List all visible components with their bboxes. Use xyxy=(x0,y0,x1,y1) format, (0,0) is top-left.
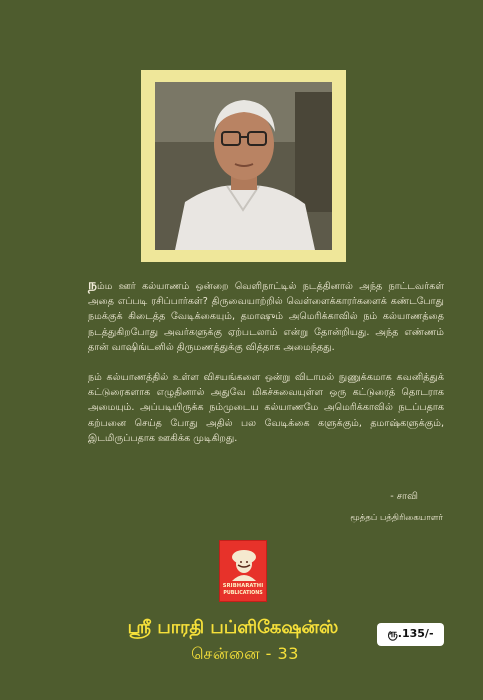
blurb xyxy=(88,278,444,446)
logo-line-1: SRIBHARATHI xyxy=(222,583,264,589)
price-tag: ரூ.135/- xyxy=(377,623,444,646)
attribution-role: மூத்தப் பத்திரிகையாளர் xyxy=(350,513,443,523)
paragraph-2 xyxy=(88,370,444,446)
publisher-name: ஸ்ரீ பாரதி பப்ளிகேஷன்ஸ் xyxy=(127,617,339,638)
drop-cap: ந xyxy=(88,277,97,293)
paragraph-text: ம்ம ஊர் கல்யாணம் ஒன்றை வெளிநாட்டில் நடத்தினால் அந்த நாட்டவர்கள் அதை எப்படி ரசிப்பார்கள்? திருவையாற்றில் வெள்ளைக்காரர்களைக் கண்டபோது நமக்குக் கிடைத்த வேடிக்கையும், தமாஷும் அமெரிக்காவில் நம் கல்யாணத்தை நடத்துகிறபோது அவர்களுக்கு ஏற்படலாம் என்று தோன்றியது. அந்த எண்ணம் தான் வாஷிங்டனில் திருமணத்துக்கு வித்தாக அமைந்தது. xyxy=(88,281,444,353)
publisher-logo xyxy=(219,540,267,602)
photo-frame xyxy=(141,70,346,262)
attribution-author: - சாவி xyxy=(390,491,418,502)
bharathi-portrait-icon xyxy=(226,545,262,581)
author-portrait xyxy=(155,82,332,250)
paragraph-1 xyxy=(88,278,444,355)
paragraph-text: நம் கல்யாணத்தில் உள்ள விசயங்களை ஒன்று விடாமல் நுணுக்கமாக கவனித்துக் கட்டுரைகளாக எழுதினால் அதுவே மிகச்சுவையுள்ள ஒரு கட்டுரைத் தொடராக அமையும். அப்படியிருக்க நம்முடைய கல்யாணமே அமெரிக்காவில் நடப்பதாக கற்பனை செய்த போது அதில் பல வேடிக்கை களுக்கும், தமாஷ்களுக்கும், இடமிருப்பதாக ஊகிக்க முடிகிறது. xyxy=(88,372,444,444)
publisher-city: சென்னை - 33 xyxy=(191,644,299,663)
logo-line-2: PUBLICATIONS xyxy=(223,591,263,596)
